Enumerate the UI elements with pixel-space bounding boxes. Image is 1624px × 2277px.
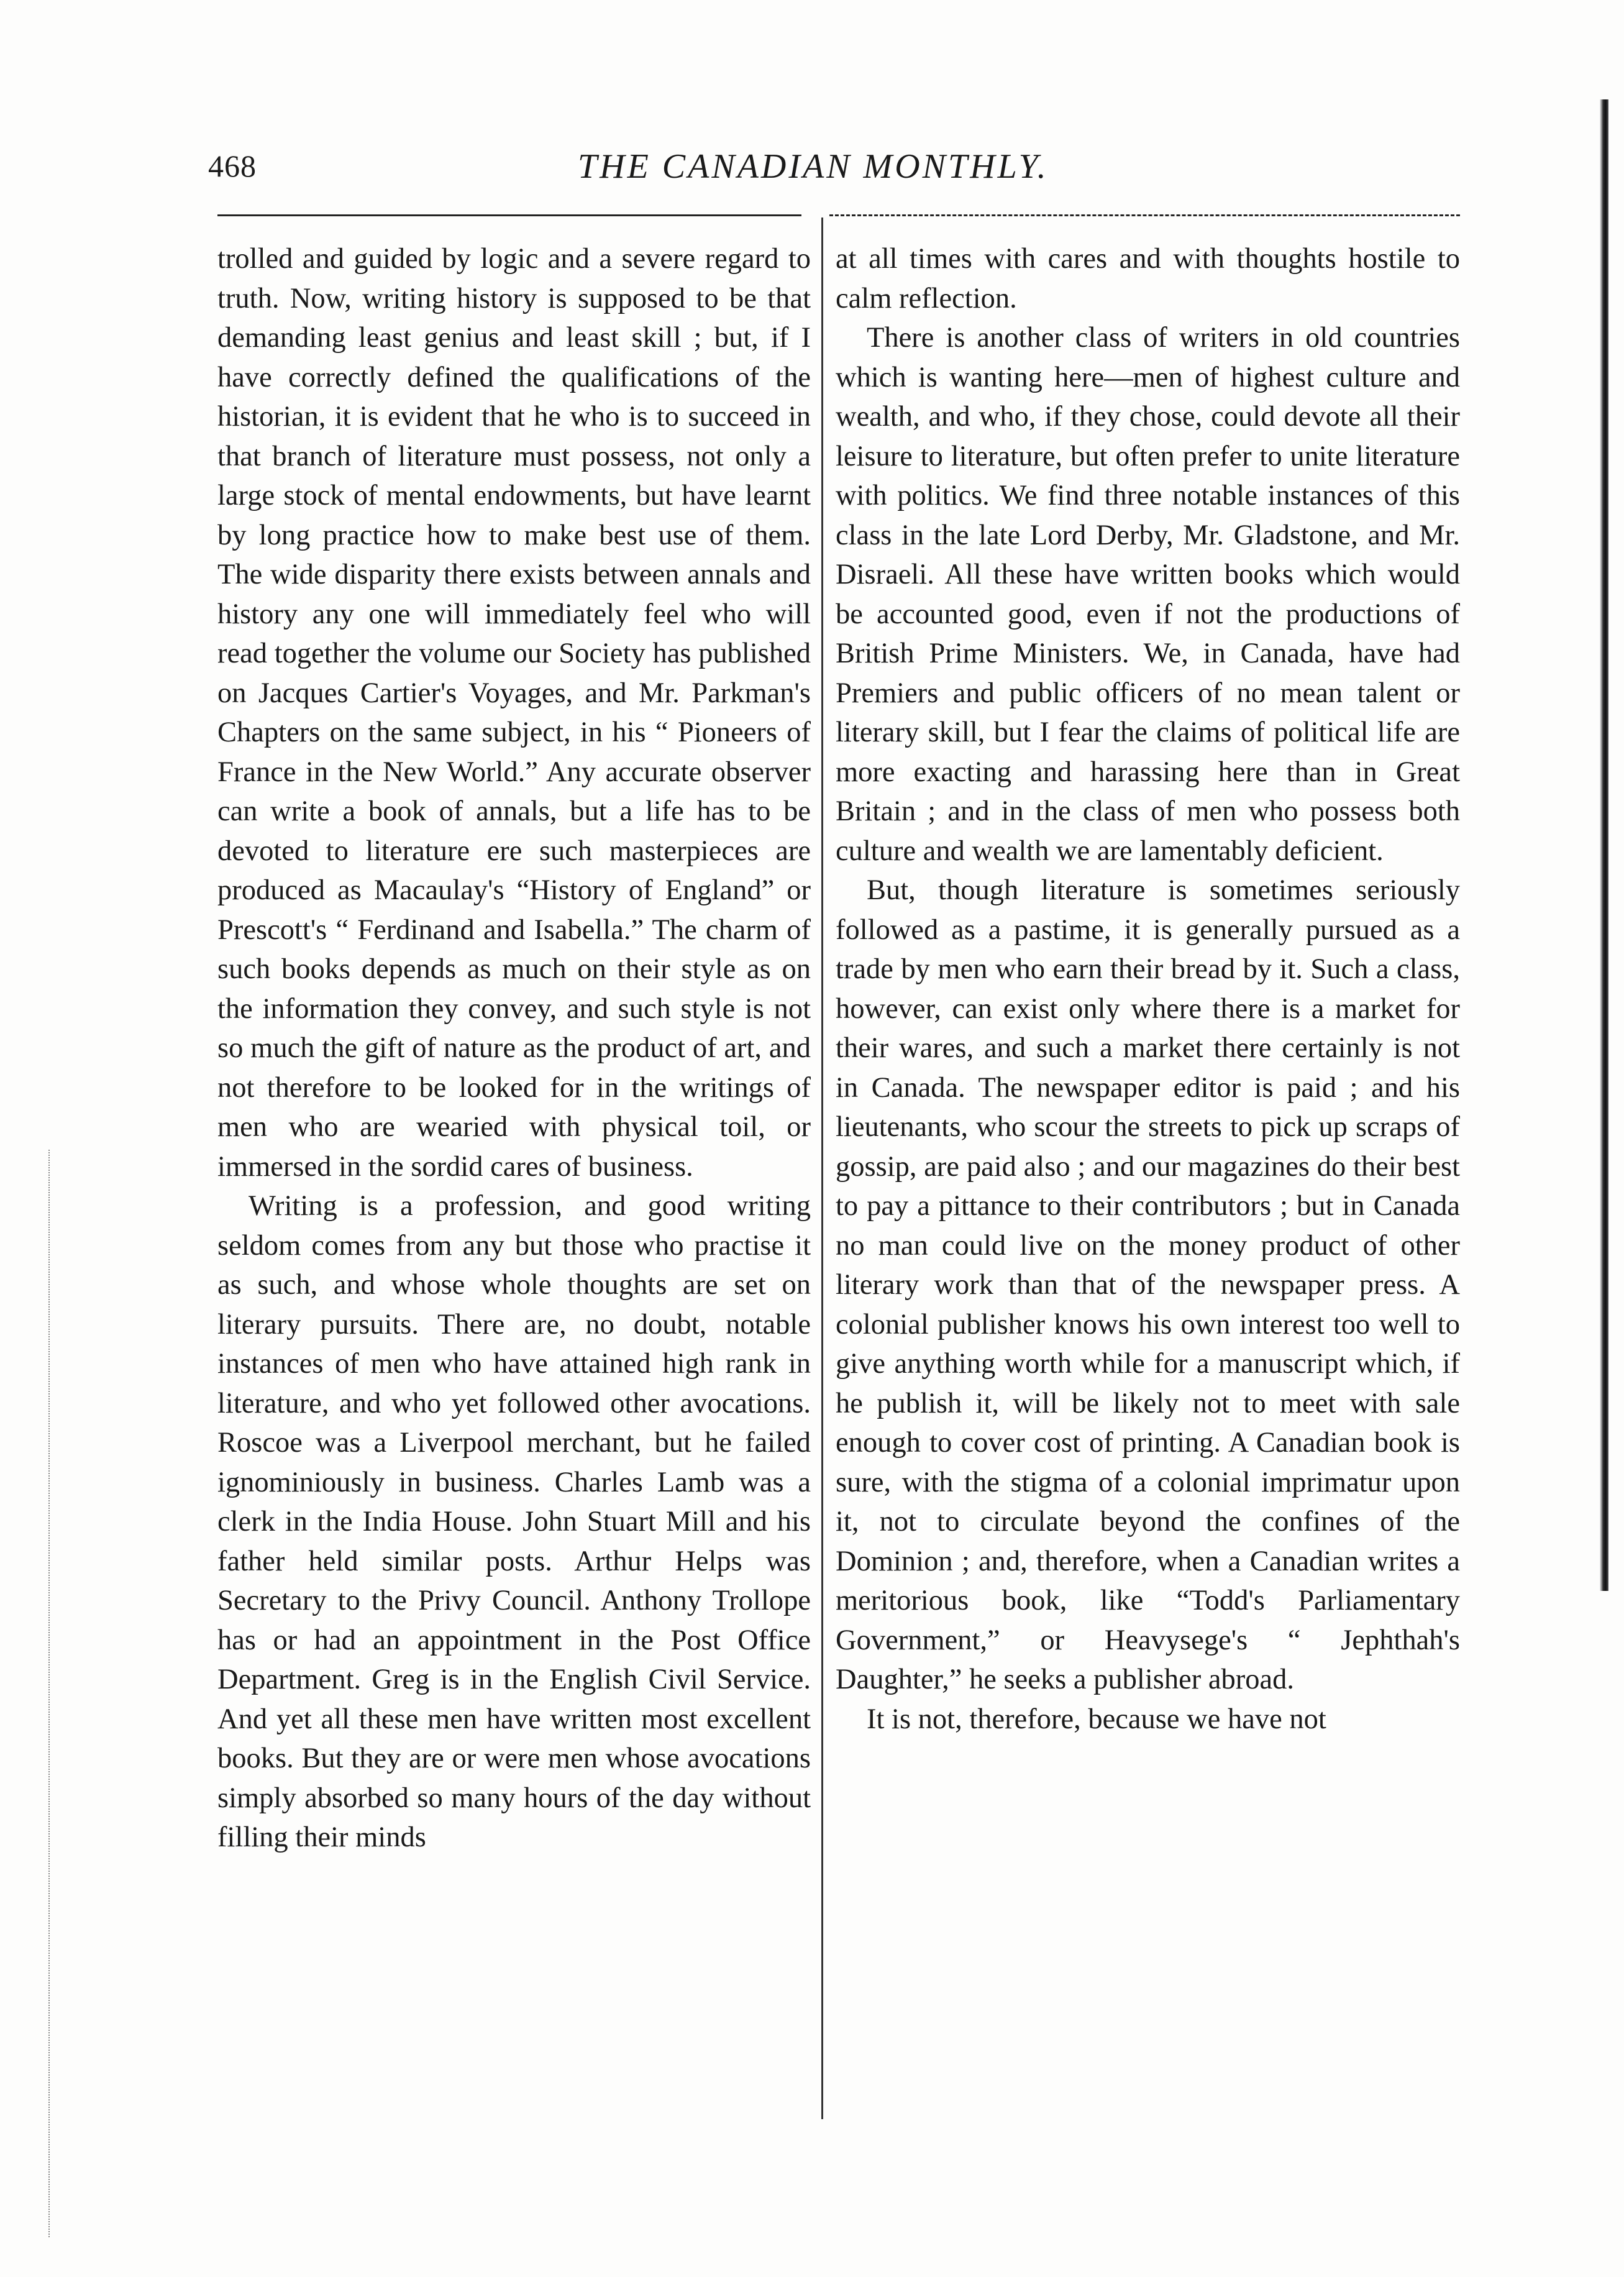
running-title: THE CANADIAN MONTHLY. (578, 147, 1049, 186)
column-divider (821, 218, 823, 2119)
margin-specks (48, 1150, 55, 2237)
header-rule-right (829, 214, 1460, 216)
left-paragraph-2: Writing is a profession, and good writing seldom comes from any but those who practise it as such, and whose whole thoughts are set on literary pursuits. There are, no doubt, notable instances of men who have attained high rank in literature, and who yet followed other avocations. Roscoe was a Liverpool merchant, but he failed ignominiously in business. Charles Lamb was a clerk in the India House. John Stuart Mill and his father held similar posts. Arthur Helps was Secretary to the Privy Council. Anthony Trollope has or had an appointment in the Post Office Department. Greg is in the English Civil Service. And yet all these men have written most excellent books. But they are or were men whose avocations simply absorbed so many hours of the day without filling their minds (217, 1190, 811, 1853)
right-paragraph-3: But, though literature is sometimes seriously followed as a pastime, it is generally pursued as a trade by men who earn their bread by it. Such a class, however, can exist only where there is a market for their wares, and such a market there certainly is not in Canada. The newspaper editor is paid ; and his lieutenants, who scour the streets to pick up scraps of gossip, are paid also ; and our magazines do their best to pay a pittance to their contributors ; but in Canada no man could live on the money product of other literary work than that of the newspaper press. A colonial publisher knows his own interest too well to give anything worth while for a manuscript which, if he publish it, will be likely not to meet with sale enough to cover cost of printing. A Canadian book is sure, with the stigma of a colonial imprimatur upon it, not to circulate beyond the confines of the Dominion ; and, therefore, when a Canadian writes a meritorious book, like “Todd's Parliamentary Government,” or Heavysege's “ Jephthah's Daughter,” he seeks a publisher abroad. (836, 874, 1460, 1695)
binding-edge (1600, 99, 1608, 1591)
right-paragraph-2: There is another class of writers in old countries which is wanting here—men of highest culture and wealth, and who, if they chose, could devote all their leisure to literature, but often prefer to unite literature with politics. We find three notable instances of this class in the late Lord Derby, Mr. Gladstone, and Mr. Disraeli. All these have written books which would be accounted good, even if not the productions of British Prime Ministers. We, in Canada, have had Premiers and public officers of no mean talent or literary skill, but I fear the claims of political life are more exacting and harassing here than in Great Britain ; and in the class of men who possess both culture and wealth we are lamentably deficient. (836, 322, 1460, 867)
left-column (217, 239, 811, 1858)
right-column (836, 239, 1460, 1739)
header-rule-left (217, 214, 801, 216)
right-paragraph-4: It is not, therefore, because we have not (867, 1703, 1326, 1735)
right-paragraph-1: at all times with cares and with thoughts hostile to calm reflection. (836, 243, 1460, 314)
left-paragraph-1: trolled and guided by logic and a severe regard to truth. Now, writing history is supposed to be that demanding least genius and least skill ; but, if I have correctly defined the qualifications of the historian, it is evident that he who is to succeed in that branch of literature must possess, not only a large stock of mental endowments, but have learnt by long practice how to make best use of them. The wide disparity there exists between annals and history any one will immediately feel who will read together the volume our Society has published on Jacques Cartier's Voyages, and Mr. Parkman's Chapters on the same subject, in his “ Pioneers of France in the New World.” Any accurate observer can write a book of annals, but a life has to be devoted to literature ere such masterpieces are produced as Macaulay's “History of England” or Prescott's “ Ferdinand and Isabella.” The charm of such books depends as much on their style as on the information they convey, and such style is not so much the gift of nature as the product of art, and not therefore to be looked for in the writings of men who are wearied with physical toil, or immersed in the sordid cares of business. (217, 243, 811, 1183)
page-number: 468 (208, 149, 257, 183)
